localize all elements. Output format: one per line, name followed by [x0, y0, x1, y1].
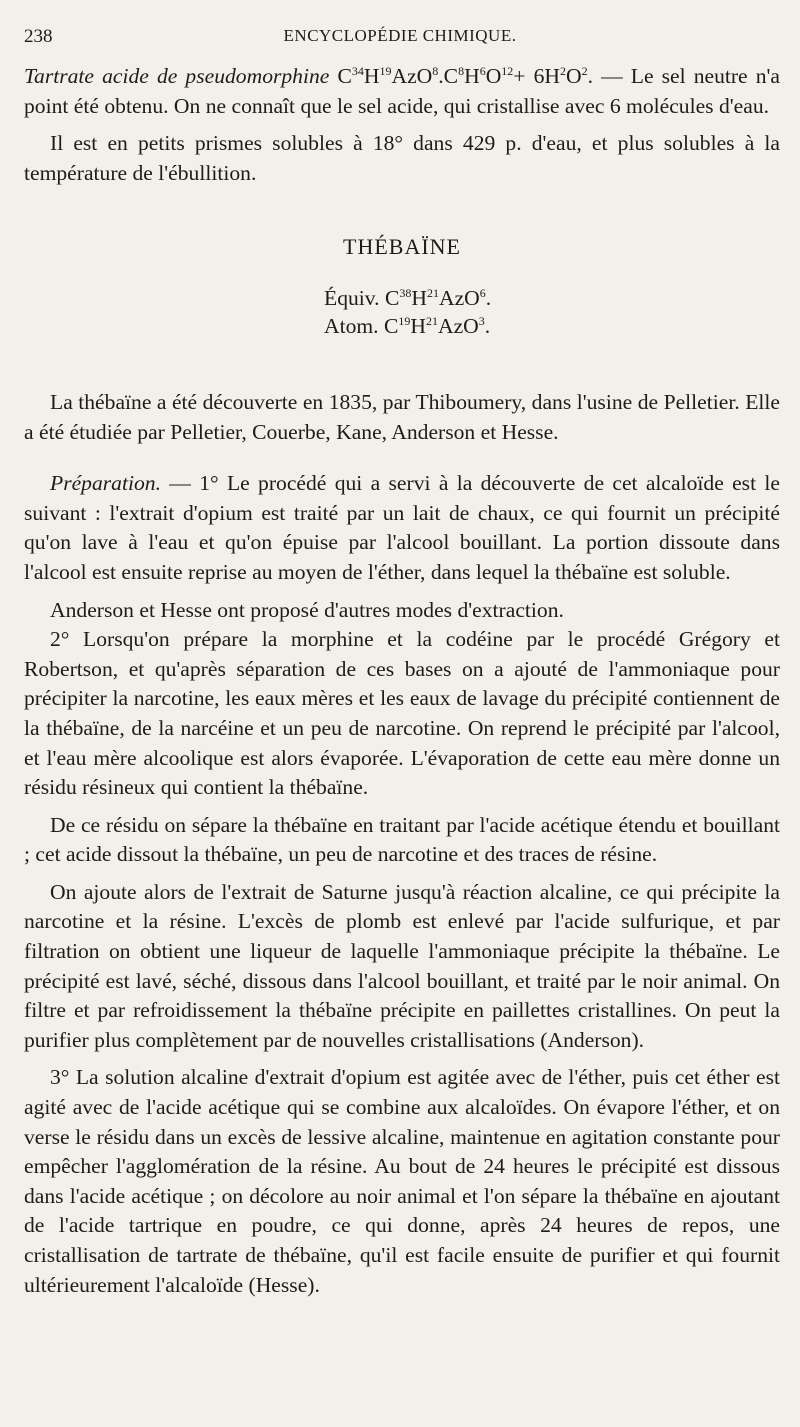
- tartrate-paragraph: Tartrate acide de pseudomorphine $C^{34}H^{19}AzO^8.C^8H^6O^{12}+ 6H^2O^2$. — Le sel neutre n'a point été obtenu. On ne connaît que le sel acide, qui cristallise avec 6 molécules d'eau.: [24, 64, 781, 118]
- formula-equiv: Équiv. $C^{38}H^{21}AzO^6$.: [324, 285, 492, 310]
- formula-block: [24, 284, 780, 340]
- running-title: ENCYCLOPÉDIE CHIMIQUE.: [283, 26, 517, 45]
- formula-atom: Atom. $C^{19}H^{21}AzO^3$.: [324, 313, 491, 338]
- tartrate-name: Tartrate acide de pseudomorphine: [24, 64, 330, 88]
- section-title: THÉBAÏNE: [343, 234, 461, 260]
- saturne-paragraph: On ajoute alors de l'extrait de Saturne jusqu'à réaction alcaline, ce qui précipite la narcotine et la résine. L'excès de plomb est enlevé par l'acide sulfurique, et par filtration on obtient une liqueur de laquelle l'ammoniaque précipite la thébaïne. Le précipité est lavé, séché, dissous dans l'alcool bouillant, et traité par le noir animal. On filtre et par refroidissement la thébaïne précipite en paillettes cristallines. On peut la purifier plus complètement par de nouvelles cristallisations (Anderson).: [24, 879, 780, 1052]
- page-number: 238: [24, 26, 53, 47]
- residu-paragraph: De ce résidu on sépare la thébaïne en traitant par l'acide acétique étendu et bouillant ; cet acide dissout la thébaïne, un peu de narcotine et des traces de résine.: [24, 812, 780, 867]
- discovery-paragraph: La thébaïne a été découverte en 1835, par Thiboumery, dans l'usine de Pelletier. Elle a été étudiée par Pelletier, Couerbe, Kane, Anderson et Hesse.: [24, 389, 780, 444]
- anderson-paragraph: Anderson et Hesse ont proposé d'autres modes d'extraction.: [50, 597, 564, 622]
- page-header: [24, 26, 776, 56]
- method-2-paragraph: 2° Lorsqu'on prépare la morphine et la codéine par le procédé Grégory et Robertson, et qu'après séparation de ces bases on a ajouté de l'ammoniaque pour précipiter la narcotine, les eaux mères et les eaux de lavage du précipité contiennent de la thébaïne, de la narcéine et un peu de narcotine. On reprend le précipité par l'alcool, et l'eau mère alcoolique est alors évaporée. L'évaporation de cette eau mère donne un résidu résineux qui contient la thébaïne.: [24, 627, 780, 800]
- preparation-paragraph: Préparation. — 1° Le procédé qui a servi à la découverte de cet alcaloïde est le suivant : l'extrait d'opium est traité par un lait de chaux, ce qui fournit un précipité qu'on lave à l'eau et qu'on épuise par l'alcool bouillant. La portion dissoute dans l'alcool est ensuite reprise au moyen de l'éther, dans lequel la thébaïne est soluble.: [24, 471, 780, 584]
- prisms-paragraph: Il est en petits prismes solubles à 18° dans 429 p. d'eau, et plus solubles à la température de l'ébullition.: [24, 131, 780, 185]
- page-body: [24, 62, 780, 1300]
- method-3-paragraph: 3° La solution alcaline d'extrait d'opium est agitée avec de l'éther, puis cet éther est agité avec de l'acide acétique qui se combine aux alcaloïdes. On évapore l'éther, et on verse le résidu dans un excès de lessive alcaline, maintenue en agitation constante pour empêcher l'agglomération de la résine. Au bout de 24 heures le précipité est dissous dans l'acide acétique ; on décolore au noir animal et l'on sépare la thébaïne en ajoutant de l'acide tartrique en poudre, ce qui donne, après 24 heures de repos, une cristallisation de tartrate de thébaïne, qu'il est facile ensuite de purifier et qui fournit ultérieurement l'alcaloïde (Hesse).: [24, 1065, 780, 1297]
- preparation-label: Préparation.: [50, 471, 161, 496]
